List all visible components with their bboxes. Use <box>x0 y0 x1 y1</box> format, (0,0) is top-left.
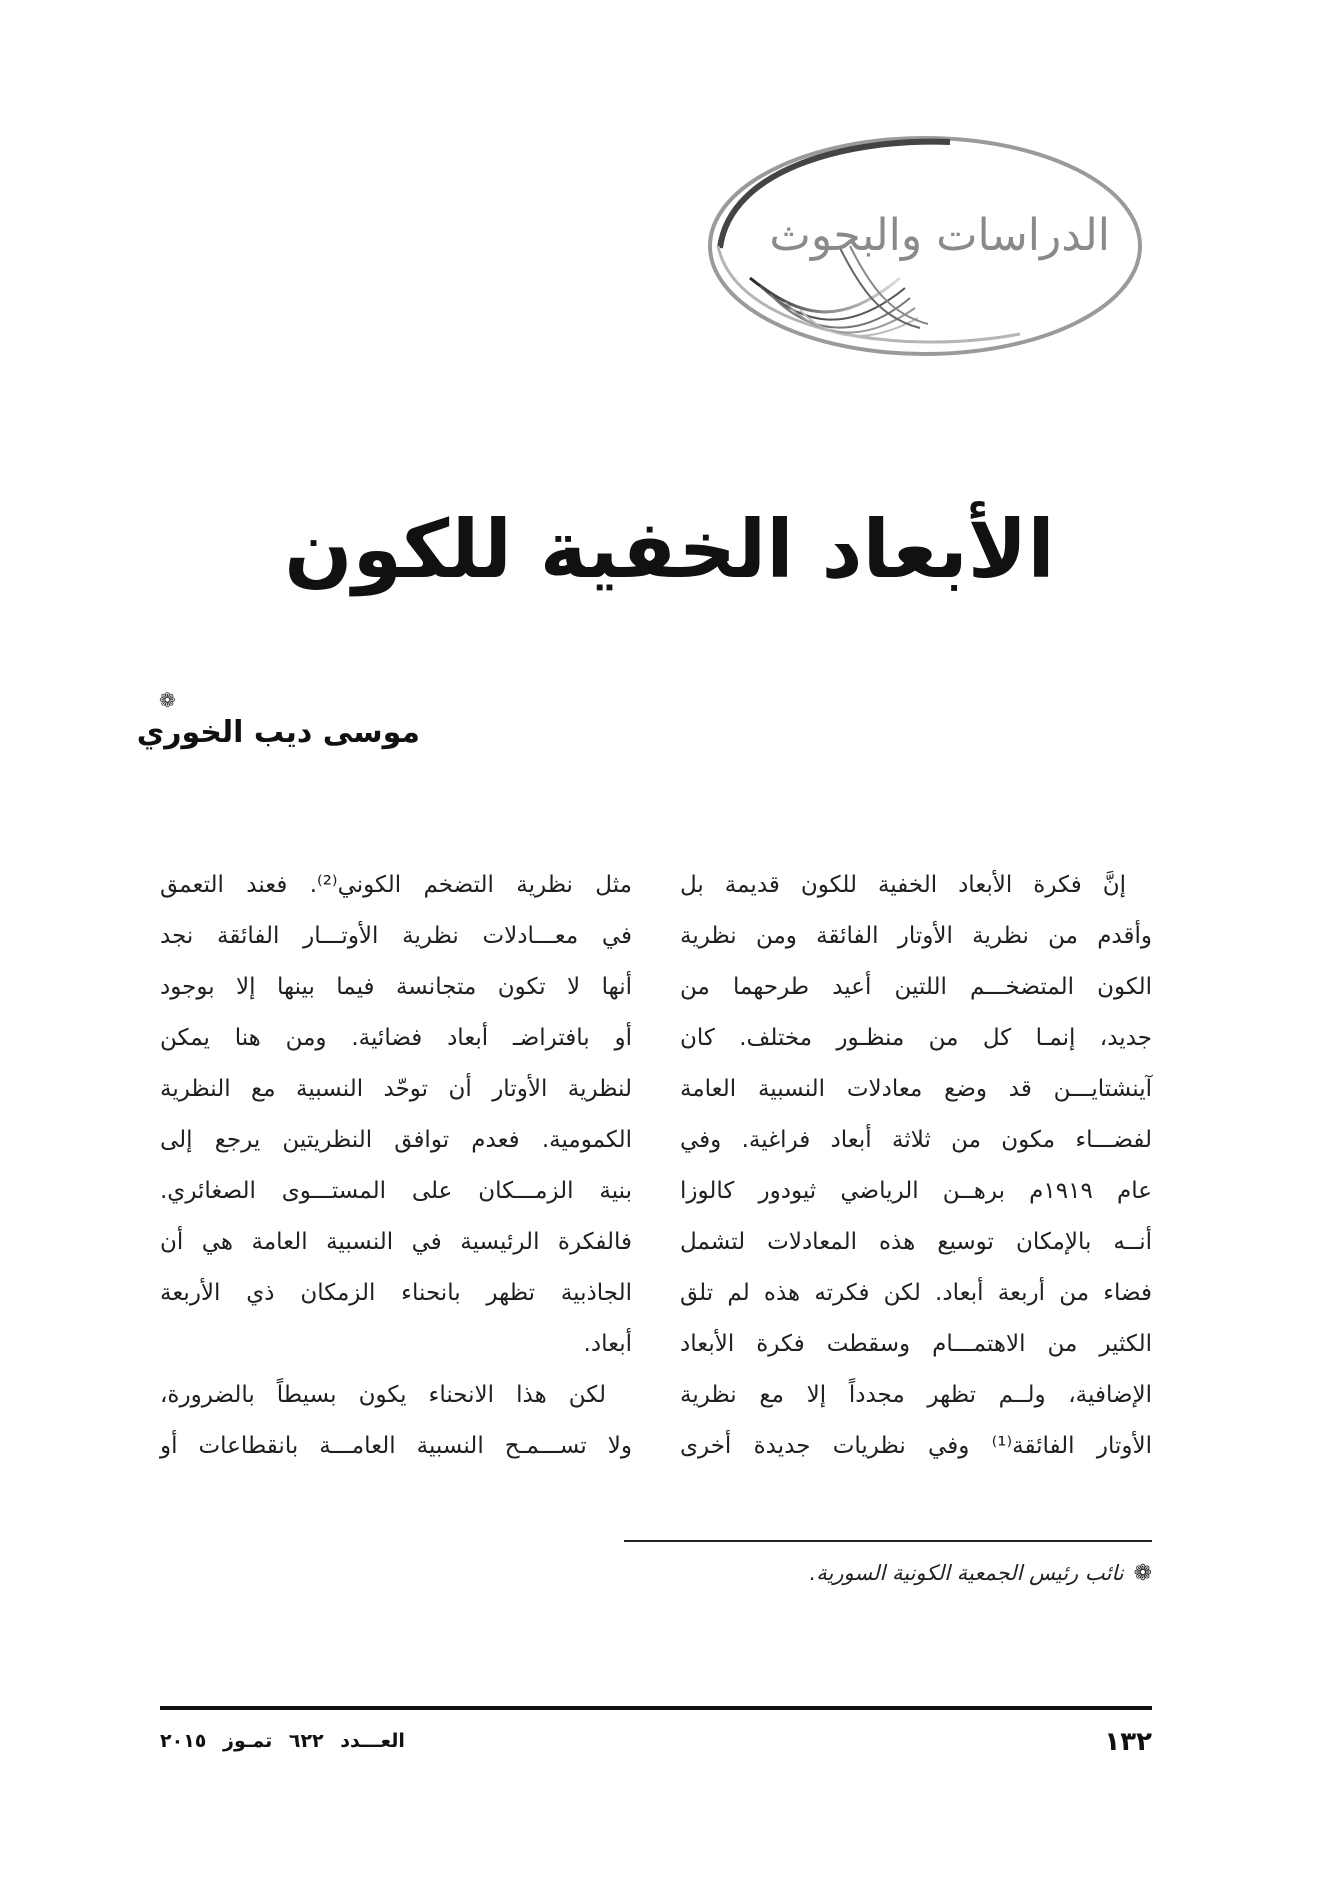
text-line: الإضافية، ولــم تظهر مجدداً إلا مع نظرية <box>680 1382 1152 1408</box>
text-line: فضاء من أربعة أبعاد. لكن فكرته هذه لم تلق <box>680 1280 1152 1306</box>
text-line: ولا تســـمـح النسبية العامـــة بانقطاعات أو <box>160 1433 632 1459</box>
text-line: الكثير من الاهتمـــام وسقطت فكرة الأبعاد <box>680 1331 1152 1357</box>
author-name: موسى ديب الخوري <box>136 715 420 750</box>
text-line: لفضـــاء مكون من ثلاثة أبعاد فراغية. وفي <box>680 1127 1152 1153</box>
text-line: عام ١٩١٩م برهــن الرياضي ثيودور كالوزا <box>680 1178 1152 1204</box>
issue-info: العـــدد ٦٢٢ تمـوز ٢٠١٥ <box>160 1730 405 1752</box>
page-number: ١٣٢ <box>1104 1727 1152 1757</box>
author-footnote-marker: ❁ <box>159 688 176 712</box>
body-column-left <box>160 860 632 1472</box>
flower-icon: ❁ <box>1133 1561 1152 1586</box>
text-line: وأقدم من نظرية الأوتار الفائقة ومن نظرية <box>680 923 1152 949</box>
text-line: أنــه بالإمكان توسيع هذه المعادلات لتشمل <box>680 1229 1152 1255</box>
text-line: أبعاد. <box>583 1331 632 1357</box>
article-title: الأبعاد الخفية للكون <box>284 503 1055 596</box>
text-line: إنَّ فكرة الأبعاد الخفية للكون قديمة بل <box>680 872 1126 898</box>
text-line: فالفكرة الرئيسية في النسبية العامة هي أن <box>160 1229 632 1255</box>
text-line: آينشتايـــن قد وضع معادلات النسبية العامة <box>680 1076 1152 1102</box>
section-logo <box>690 128 1150 363</box>
text-line: جديد، إنمـا كل من منظـور مختلف. كان <box>680 1025 1152 1051</box>
text-line: لكن هذا الانحناء يكون بسيطاً بالضرورة، <box>160 1382 606 1408</box>
text-line: مثل نظرية التضخم الكوني⁽²⁾. فعند التعمق <box>160 872 632 898</box>
text-line: الكمومية. فعدم توافق النظريتين يرجع إلى <box>160 1127 632 1153</box>
text-line: الجاذبية تظهر بانحناء الزمكان ذي الأربعة <box>160 1280 632 1306</box>
text-line: في معـــادلات نظرية الأوتـــار الفائقة نجد <box>160 923 632 949</box>
text-line: الكون المتضخـــم اللتين أعيد طرحهما من <box>680 974 1152 1000</box>
footnote-divider <box>624 1540 1152 1542</box>
author-footnote <box>624 1555 1152 1592</box>
author-footnote-text: نائب رئيس الجمعية الكونية السورية. <box>809 1561 1124 1585</box>
body-column-right <box>680 860 1152 1472</box>
text-line: لنظرية الأوتار أن توحّد النسبية مع النظرية <box>160 1076 632 1102</box>
text-line: الأوتار الفائقة⁽¹⁾ وفي نظريات جديدة أخرى <box>680 1433 1152 1459</box>
text-line: أو بافتراضـ أبعاد فضائية. ومن هنا يمكن <box>160 1025 632 1051</box>
text-line: أنها لا تكون متجانسة فيما بينها إلا بوجود <box>160 974 632 1000</box>
footer-divider <box>160 1706 1152 1710</box>
text-line: بنية الزمـــكان على المستـــوى الصغائري. <box>160 1178 632 1204</box>
section-logo-text: الدراسات والبحوث <box>769 210 1110 261</box>
